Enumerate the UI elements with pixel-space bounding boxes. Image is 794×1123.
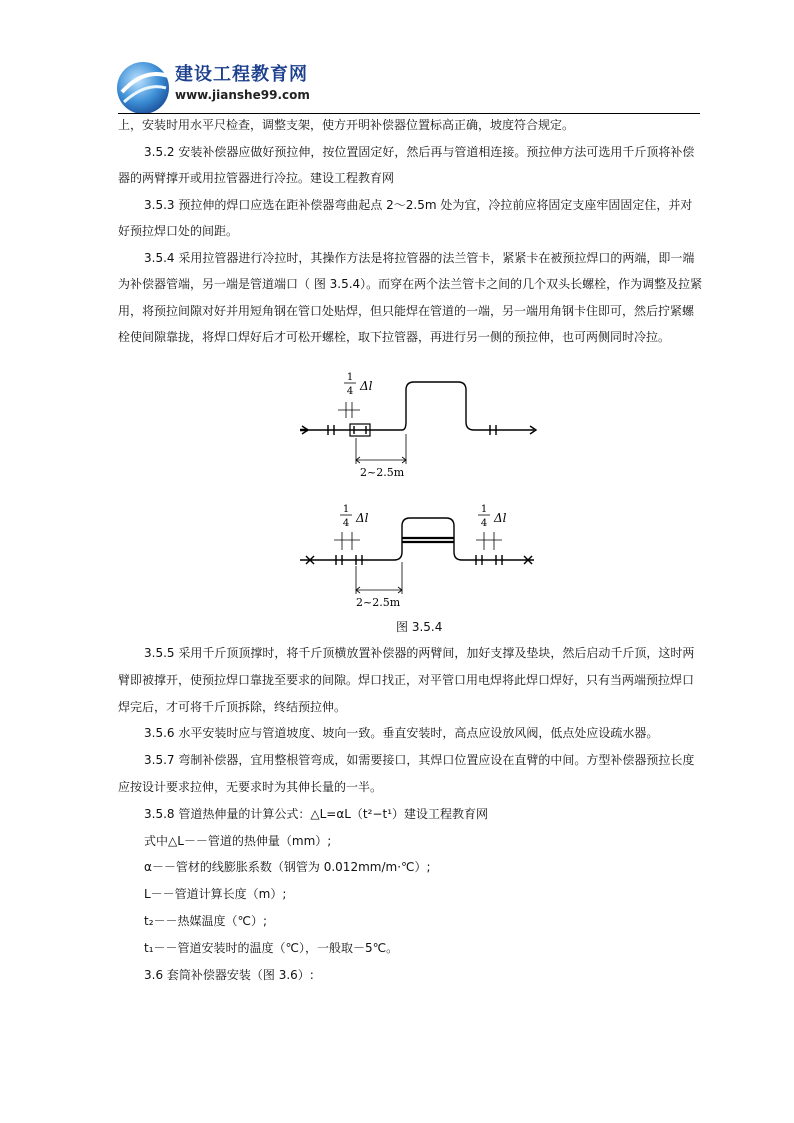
fraction-denominator: 4: [346, 386, 354, 397]
delta-l-label: Δl: [360, 379, 373, 393]
diagram-bottom: [300, 518, 534, 594]
paragraph: 3.5.2 安装补偿器应做好预拉伸，按位置固定好，然后再与管道相连接。预拉伸方法可选用千斤顶将补偿器的两臂撑开或用拉管器进行冷拉。建设工程教育网: [118, 144, 695, 185]
fraction-numerator: 1: [342, 504, 350, 515]
diagram-top: [300, 382, 536, 464]
paragraph: 3.5.5 采用千斤顶顶撑时，将千斤顶横放置补偿器的两臂间，加好支撑及垫块，然后启动千斤顶，这时两臂即被撑开，使预拉焊口靠拢至要求的间隙。焊口找正，对平管口用电焊将此焊口焊好，只有当两端预拉焊口焊完后，才可将千斤顶拆除，终结预拉伸。: [118, 646, 695, 714]
logo-icon: [114, 58, 172, 116]
brand-name: 建设工程教育网: [175, 64, 308, 85]
paragraph: 3.5.7 弯制补偿器，宜用整根管弯成，如需要接口，其焊口位置应设在直臂的中间。方型补偿器预拉长度应按设计要求拉伸，无要求时为其伸长量的一半。: [118, 753, 695, 794]
delta-l-label: Δl: [356, 511, 369, 525]
paragraph: 3.5.4 采用拉管器进行冷拉时，其操作方法是将拉管器的法兰管卡，紧紧卡在被预拉焊口的两端，即一端为补偿器管端，另一端是管道端口（ 图 3.5.4）。而穿在两个法兰管卡之间的几个双头长螺栓，作为调整及拉紧用，将预拉间隙对好并用短角钢在管口处贴焊，但只能焊在管道的一端，另一端用角钢卡住即可，然后拧紧螺栓使间隙靠拢，将焊口焊好后才可松开螺栓，取下拉管器，再进行另一侧的预拉伸，也可两侧同时冷拉。: [118, 250, 703, 344]
formula-line: t₂－－热媒温度（℃）;: [144, 913, 268, 928]
fraction-numerator: 1: [480, 504, 488, 515]
formula-line: 式中△L－－管道的热伸量（mm）;: [144, 833, 332, 848]
distance-label: 2~2.5m: [360, 466, 405, 479]
distance-label: 2~2.5m: [356, 596, 401, 609]
formula-line: t₁－－管道安装时的温度（℃），一般取－5℃。: [144, 940, 399, 955]
delta-l-label: Δl: [494, 511, 507, 525]
section-heading: 3.6 套筒补偿器安装（图 3.6）:: [144, 967, 314, 982]
figure-3-5-4: [298, 372, 548, 612]
fraction-denominator: 4: [342, 518, 350, 529]
paragraph: 3.5.6 水平安装时应与管道坡度、坡向一致。垂直安装时，高点应设放风阀，低点处应设疏水器。: [144, 726, 659, 741]
brand-url[interactable]: www.jianshe99.com: [175, 88, 310, 102]
figure-caption: 图 3.5.4: [396, 620, 443, 634]
fraction-numerator: 1: [346, 372, 354, 383]
fraction-denominator: 4: [480, 518, 488, 529]
text-block-top: [118, 112, 704, 351]
formula-line: L－－管道计算长度（m）;: [144, 887, 287, 902]
formula-line: α－－管材的线膨胀系数（钢管为 0.012mm/m·℃）;: [144, 860, 431, 875]
paragraph: 上，安装时用水平尺检查，调整支架，使方开明补偿器位置标高正确，坡度符合规定。: [118, 118, 575, 132]
paragraph: 3.5.3 预拉伸的焊口应选在距补偿器弯曲起点 2～2.5m 处为宜，冷拉前应将固定支座牢固固定住，并对好预拉焊口处的间距。: [118, 197, 693, 238]
formula-line: 3.5.8 管道热伸量的计算公式：△L=αL（t²−t¹）建设工程教育网: [144, 806, 488, 821]
text-block-bottom: [118, 640, 704, 988]
page-header: [108, 50, 708, 114]
